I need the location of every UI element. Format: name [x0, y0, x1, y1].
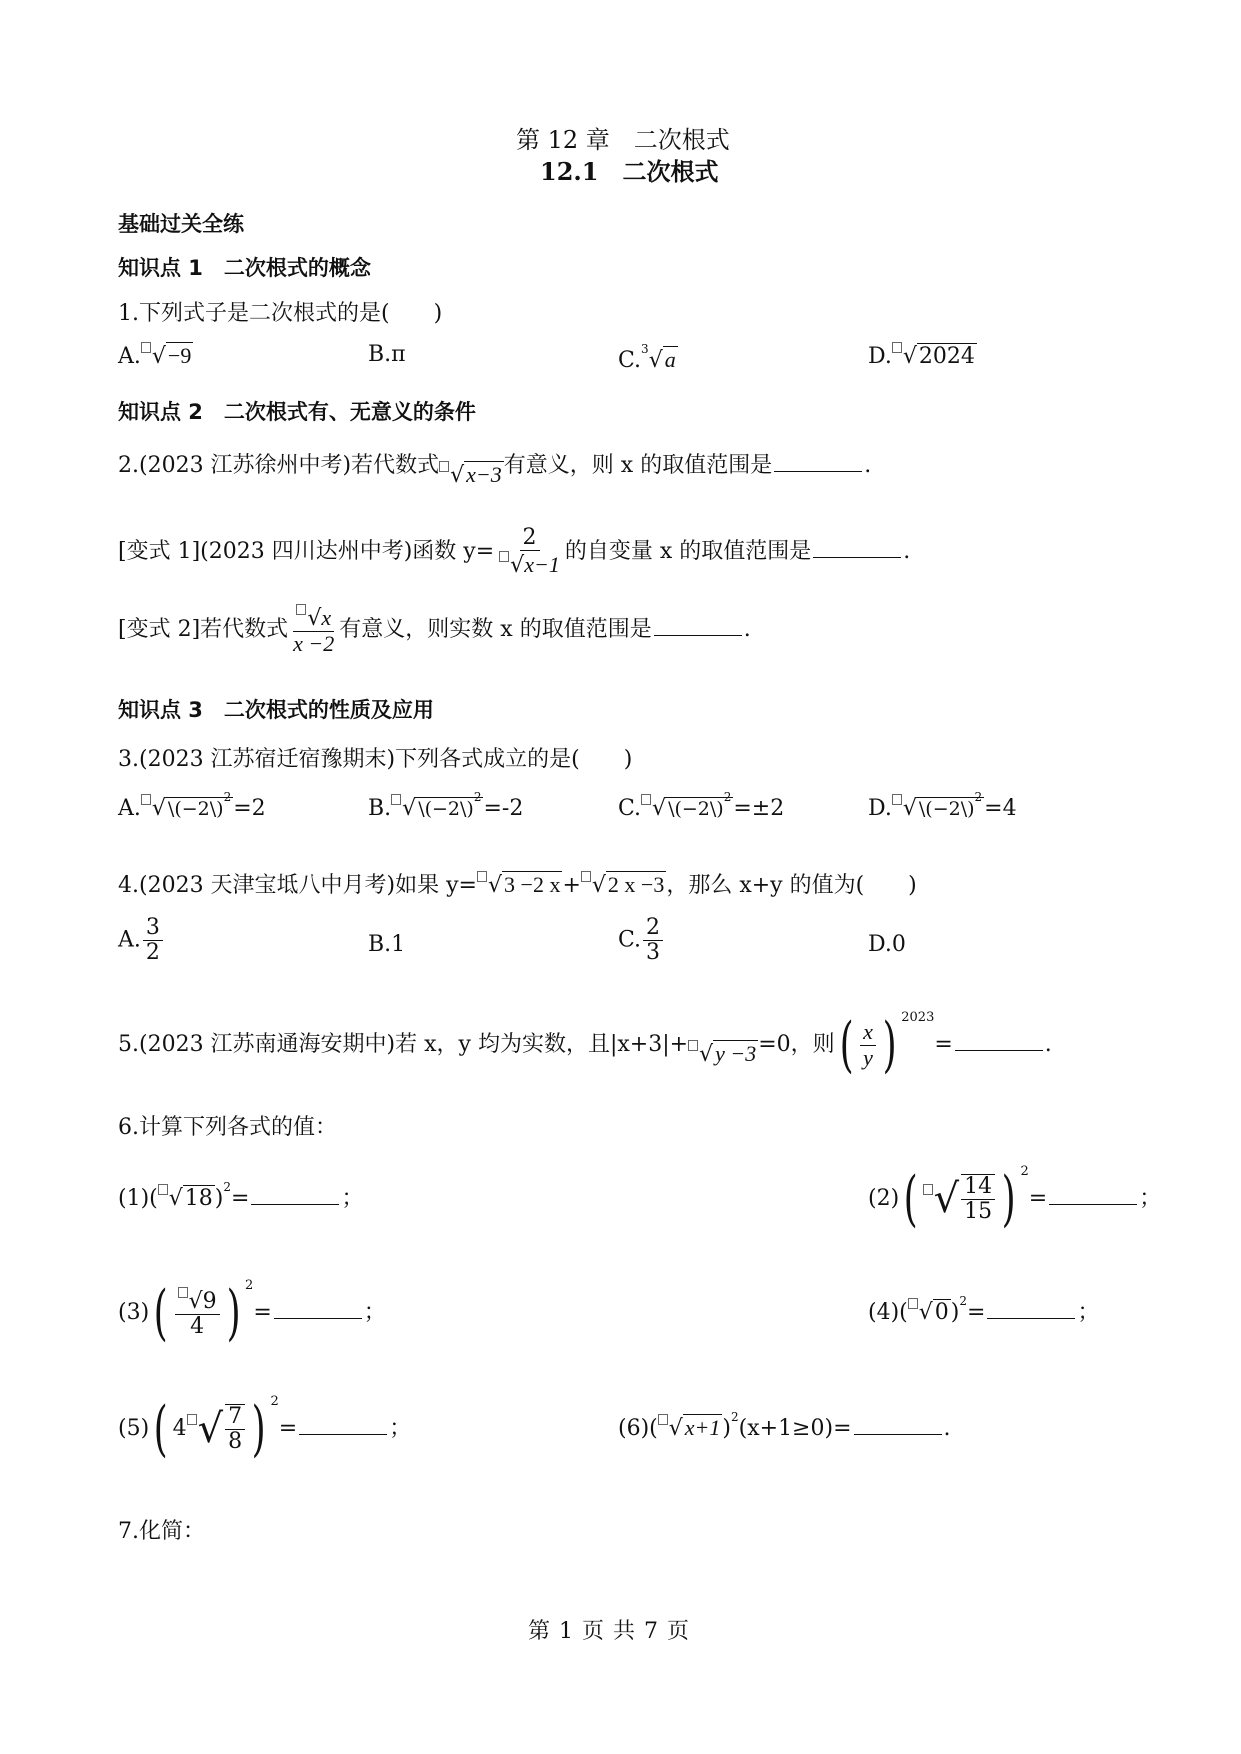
part-label: (2) — [868, 1186, 900, 1211]
sqrt-expression: √ \(−2\)$^2$ — [391, 790, 483, 821]
q2-text-tail: 有意义，则 x 的取值范围是 — [503, 453, 773, 478]
fraction — [961, 1174, 995, 1224]
question-4 — [118, 868, 917, 899]
variant-2 — [118, 604, 751, 656]
radicand: 2 x −3 — [607, 872, 665, 897]
equals-sign: = — [253, 1300, 272, 1325]
semicolon: ； — [341, 1186, 364, 1211]
numerator: 14 — [961, 1175, 995, 1200]
semicolon: ； — [1139, 1186, 1162, 1211]
radicand: y −3 — [715, 1041, 757, 1066]
left-paren: ( — [903, 1164, 918, 1234]
placeholder-box-icon — [296, 604, 306, 615]
plus-sign: + — [562, 873, 581, 898]
radicand: x−1 — [524, 552, 560, 578]
placeholder-box-icon — [178, 1287, 188, 1298]
q6-part-2: (2)( √ $\frac{14}{15}$ ) $^2$= ； — [868, 1164, 1162, 1234]
radicand: a — [664, 347, 676, 372]
sqrt-expression: √−9 — [141, 342, 193, 369]
condition: (x+1≥0)= — [738, 1416, 852, 1441]
part-label: (1)( — [118, 1186, 158, 1211]
part-label: (6)( — [618, 1416, 658, 1441]
exponent: 2 — [223, 1180, 232, 1194]
period: . — [903, 539, 911, 565]
placeholder-box-icon — [158, 1184, 168, 1195]
variant-1 — [118, 526, 910, 578]
q6-part-1 — [118, 1180, 363, 1212]
question-1-stem: 1.下列式子是二次根式的是( ) — [118, 301, 443, 326]
placeholder-box-icon — [141, 342, 151, 353]
placeholder-box-icon — [477, 871, 487, 882]
coefficient: 4 — [172, 1416, 187, 1441]
variant-2-text: [变式 2]若代数式 — [118, 617, 289, 643]
fraction — [225, 1404, 245, 1454]
option-label: D. — [868, 344, 892, 369]
option-label: D.0 — [868, 932, 906, 957]
q5-text: 5.(2023 江苏南通海安期中)若 x，y 均为实数，且|x+3|+ — [118, 1032, 689, 1057]
option-label: B.1 — [368, 932, 406, 957]
question-3-stem: 3.(2023 江苏宿迁宿豫期末)下列各式成立的是( ) — [118, 747, 633, 772]
q3-option-c[interactable] — [618, 790, 784, 821]
sqrt-expression: √ \(−2\)$^2$ — [892, 790, 984, 821]
sqrt-expression: √2024 — [892, 342, 977, 369]
left-paren: ( — [153, 1278, 168, 1348]
radicand: 2024 — [918, 344, 975, 369]
variant-1-text: [变式 1](2023 四川达州中考)函数 y= — [118, 539, 495, 565]
sqrt-expression: √3 −2 x — [477, 871, 562, 898]
denominator: 2 — [145, 940, 160, 966]
exponent: 2 — [223, 790, 232, 804]
placeholder-box-icon — [923, 1184, 933, 1195]
right-paren: ) — [251, 1394, 266, 1464]
q2-text: 2.(2023 江苏徐州中考)若代数式 — [118, 453, 440, 478]
radicand: 9 — [202, 1288, 217, 1314]
option-rhs: =-2 — [483, 796, 524, 821]
sqrt-expression: √0 — [908, 1298, 951, 1325]
period: . — [864, 453, 872, 478]
q1-option-a[interactable] — [118, 342, 193, 369]
sqrt-expression: √18 — [158, 1184, 215, 1211]
q3-option-b[interactable] — [368, 790, 523, 821]
exponent: 2 — [473, 790, 482, 804]
section-title: 12.1 二次根式 — [540, 157, 719, 186]
radicand: x−3 — [466, 462, 502, 487]
q4-option-a[interactable] — [118, 916, 165, 965]
sqrt-expression: √ \(−2\)$^2$ — [141, 790, 233, 821]
q3-option-d[interactable] — [868, 790, 1017, 821]
question-2 — [118, 448, 871, 488]
practice-heading: 基础过关全练 — [118, 212, 244, 236]
q1-option-c[interactable] — [618, 342, 678, 373]
page-footer: 第 1 页 共 7 页 — [528, 1619, 690, 1644]
radicand: x+1 — [684, 1415, 721, 1440]
knowledge-point-3: 知识点 3 二次根式的性质及应用 — [118, 698, 434, 722]
option-label: C. — [618, 796, 642, 821]
option-rhs: =4 — [984, 796, 1017, 821]
placeholder-box-icon — [187, 1414, 197, 1425]
sqrt-expression: √x−3 — [439, 461, 504, 488]
q4-option-c[interactable] — [618, 916, 665, 965]
q4-text: 4.(2023 天津宝坻八中月考)如果 y= — [118, 873, 477, 898]
exponent: 2 — [1020, 1164, 1029, 1179]
right-paren: ) — [882, 1010, 897, 1080]
numerator: 2 — [643, 916, 663, 941]
q1-option-d[interactable] — [868, 342, 977, 369]
denominator: 8 — [228, 1429, 243, 1454]
sqrt-expression: √y −3 — [688, 1040, 758, 1067]
part-label: (5) — [118, 1416, 150, 1441]
radicand: −9 — [167, 343, 192, 368]
close-paren: ) — [214, 1186, 224, 1211]
sqrt-expression: √x+1 — [658, 1414, 723, 1441]
radicand: 18 — [184, 1186, 213, 1211]
option-label: B.π — [368, 342, 406, 367]
radicand: \(−2\) — [918, 798, 975, 820]
radicand: x — [321, 605, 332, 630]
answer-blank[interactable] — [813, 539, 901, 558]
q3-option-a[interactable] — [118, 790, 266, 821]
q5-text-mid: =0，则 — [758, 1032, 835, 1057]
placeholder-box-icon — [641, 794, 651, 805]
q6-part-4 — [868, 1294, 1099, 1326]
q4-text-tail: ，那么 x+y 的值为( ) — [666, 873, 917, 898]
left-paren: ( — [839, 1010, 854, 1080]
option-label: B. — [368, 796, 392, 821]
answer-blank[interactable] — [987, 1300, 1075, 1319]
option-label: C. — [618, 927, 642, 953]
fraction — [860, 1020, 876, 1069]
option-label: A. — [118, 927, 141, 953]
semicolon: ； — [1077, 1300, 1100, 1325]
exponent: 2023 — [901, 1010, 935, 1025]
answer-blank[interactable] — [299, 1416, 387, 1435]
q1-option-b[interactable] — [368, 342, 406, 367]
answer-blank[interactable] — [1049, 1186, 1137, 1205]
exponent: 2 — [974, 790, 983, 804]
sqrt-expression: √ \(−2\)$^2$ — [641, 790, 733, 821]
q6-part-5: (5)( 4 √ $\frac{7}{8}$ ) $^2$= ； — [118, 1394, 412, 1464]
q4-option-d[interactable] — [868, 932, 906, 957]
numerator: 7 — [225, 1405, 245, 1430]
exponent: 2 — [959, 1294, 968, 1308]
period: . — [1044, 1032, 1052, 1057]
sqrt-expression: √2 x −3 — [581, 871, 666, 898]
denominator: y — [863, 1044, 873, 1070]
exponent: 2 — [245, 1278, 254, 1293]
denominator: 3 — [646, 940, 661, 966]
denominator: 15 — [964, 1199, 993, 1224]
placeholder-box-icon — [892, 794, 902, 805]
right-paren: ) — [1001, 1164, 1016, 1234]
equals-sign: = — [231, 1186, 250, 1211]
q6-part-3 — [118, 1278, 386, 1348]
knowledge-point-2: 知识点 2 二次根式有、无意义的条件 — [118, 400, 476, 424]
placeholder-box-icon — [908, 1298, 918, 1309]
placeholder-box-icon — [439, 461, 449, 472]
placeholder-box-icon — [141, 794, 151, 805]
root-index: 3 — [641, 342, 649, 356]
numerator: 2 — [520, 526, 540, 551]
answer-blank[interactable] — [654, 617, 742, 636]
exponent: 2 — [723, 790, 732, 804]
answer-blank[interactable] — [251, 1186, 339, 1205]
close-paren: ) — [722, 1416, 731, 1441]
placeholder-box-icon — [581, 871, 591, 882]
answer-blank[interactable] — [774, 453, 862, 472]
fraction: $\frac{√9}{4}$ — [175, 1287, 220, 1339]
radicand: 0 — [934, 1300, 949, 1325]
fraction — [143, 916, 163, 965]
placeholder-box-icon — [499, 551, 509, 562]
semicolon: ； — [389, 1416, 412, 1441]
question-7-stem: 7.化简： — [118, 1519, 205, 1544]
placeholder-box-icon — [688, 1040, 698, 1051]
fraction: $\frac{2}{√x-1}$ — [496, 526, 563, 578]
period: . — [943, 1416, 951, 1441]
q6-part-6 — [618, 1410, 951, 1441]
option-label: D. — [868, 796, 892, 821]
equals-sign: = — [934, 1032, 953, 1057]
question-6-stem: 6.计算下列各式的值： — [118, 1115, 337, 1140]
radicand: \(−2\) — [167, 798, 224, 820]
cube-root-expression: $^3$√a — [641, 342, 676, 373]
exponent: 2 — [270, 1394, 279, 1409]
option-label: A. — [118, 344, 141, 369]
fraction — [643, 916, 663, 965]
placeholder-box-icon — [892, 342, 902, 353]
question-5 — [118, 1010, 1052, 1080]
right-paren: ) — [226, 1278, 241, 1348]
placeholder-box-icon — [658, 1414, 668, 1425]
placeholder-box-icon — [391, 794, 401, 805]
numerator: 3 — [143, 916, 163, 941]
radicand: 3 −2 x — [504, 872, 561, 897]
exponent: 2 — [731, 1410, 739, 1424]
equals-sign: = — [967, 1300, 986, 1325]
option-rhs: =±2 — [733, 796, 785, 821]
semicolon: ； — [363, 1300, 386, 1325]
numerator: x — [860, 1020, 876, 1045]
option-label: A. — [118, 796, 141, 821]
answer-blank[interactable] — [274, 1300, 362, 1319]
part-label: (4)( — [868, 1300, 908, 1325]
denominator: x −2 — [293, 631, 335, 657]
radicand: \(−2\) — [418, 798, 474, 820]
fraction: $\frac{√x}{x -2}$ — [290, 604, 337, 656]
q4-option-b[interactable] — [368, 932, 405, 957]
equals-sign: = — [278, 1416, 298, 1441]
part-label: (3) — [118, 1300, 150, 1325]
variant-2-text-tail: 有意义，则实数 x 的取值范围是 — [339, 617, 652, 643]
close-paren: ) — [950, 1300, 960, 1325]
variant-1-text-tail: 的自变量 x 的取值范围是 — [564, 539, 812, 565]
answer-blank[interactable] — [854, 1416, 942, 1435]
knowledge-point-1: 知识点 1 二次根式的概念 — [118, 256, 371, 280]
radicand: \(−2\) — [668, 798, 724, 820]
left-paren: ( — [153, 1394, 168, 1464]
chapter-title: 第 12 章 二次根式 — [516, 126, 730, 154]
equals-sign: = — [1028, 1186, 1048, 1211]
answer-blank[interactable] — [955, 1032, 1043, 1051]
option-rhs: =2 — [233, 796, 266, 821]
option-label: C. — [618, 348, 642, 373]
period: . — [743, 617, 751, 643]
denominator: 4 — [190, 1314, 205, 1339]
